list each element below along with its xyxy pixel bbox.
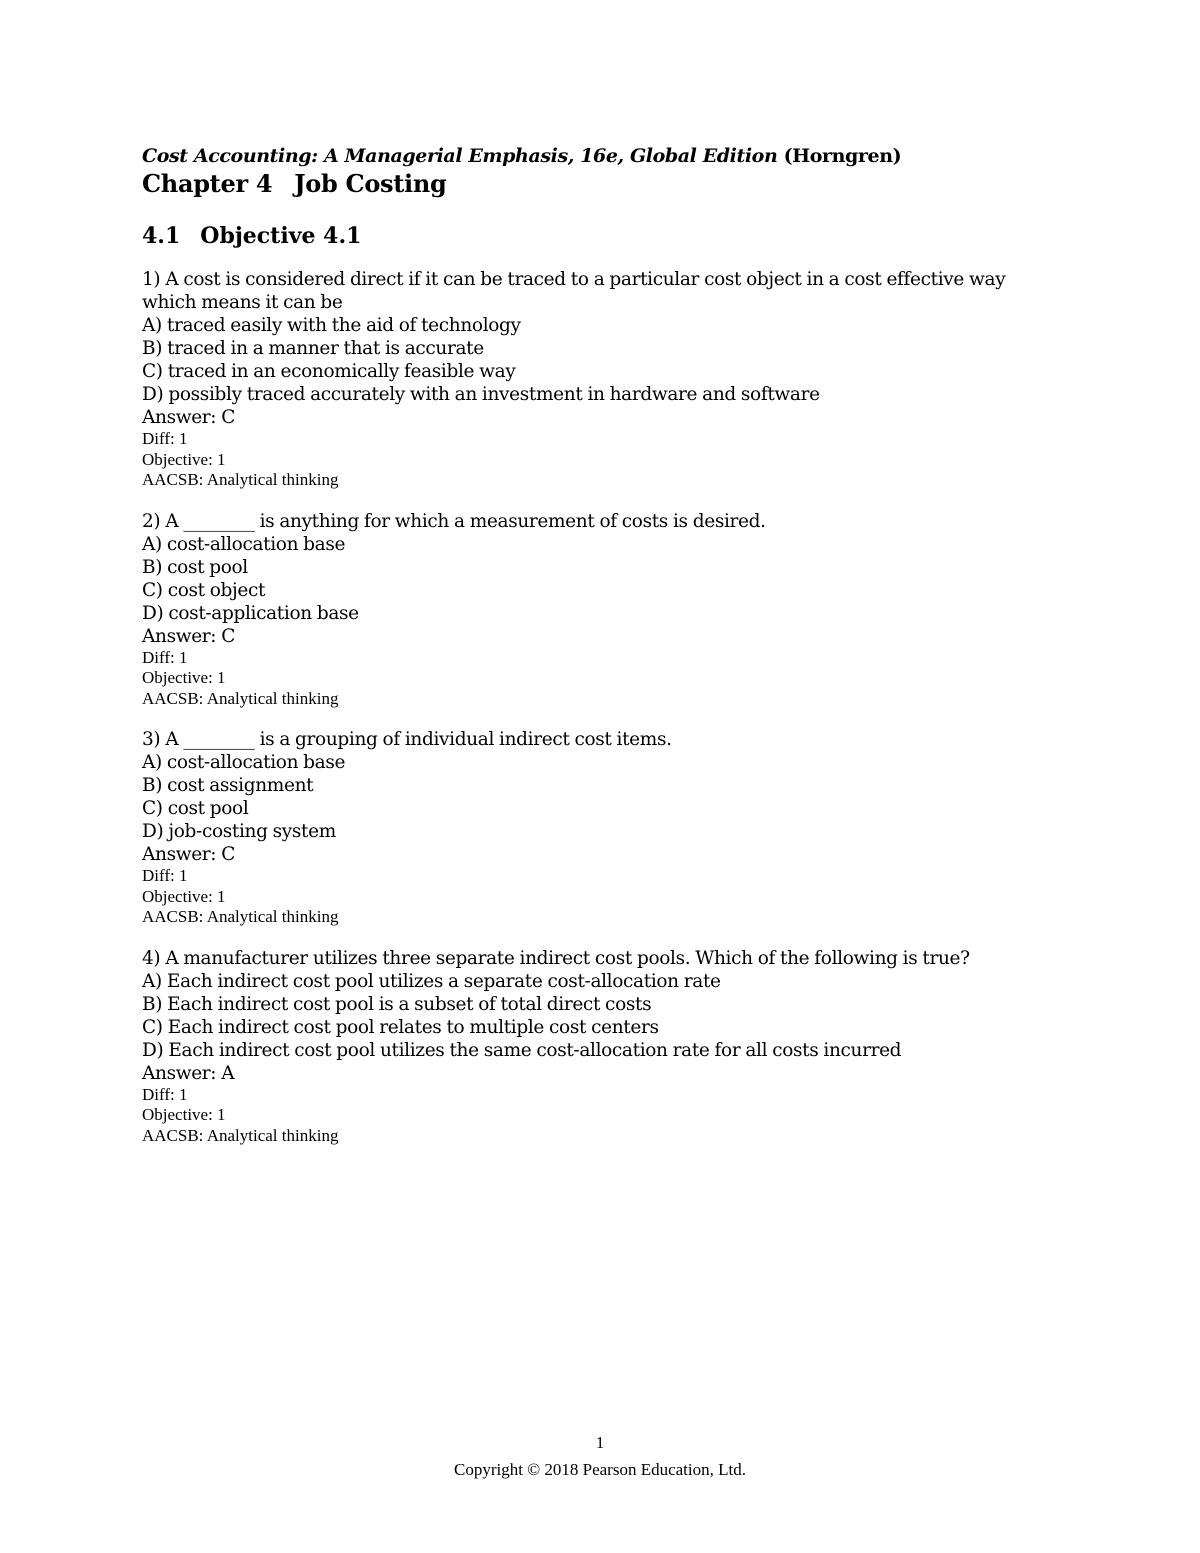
answer-option: C) traced in an economically feasible way bbox=[142, 361, 516, 382]
question-item bbox=[142, 510, 1042, 710]
correct-answer: Answer: A bbox=[142, 1062, 235, 1084]
book-author: (Horngren) bbox=[777, 145, 902, 167]
question-text: 1) A cost is considered direct if it can be traced to a particular cost object in a cost effective way which means it can be bbox=[142, 269, 1006, 313]
chapter-heading bbox=[142, 169, 1042, 199]
aacsb-tag: AACSB: Analytical thinking bbox=[142, 688, 339, 708]
difficulty: Diff: 1 bbox=[142, 429, 188, 448]
document-page bbox=[142, 143, 1042, 1165]
book-citation bbox=[142, 143, 1042, 169]
answer-option: C) cost object bbox=[142, 579, 266, 601]
page-number: 1 bbox=[595, 1433, 605, 1452]
correct-answer: Answer: C bbox=[142, 407, 236, 428]
answer-option: A) cost-allocation base bbox=[142, 533, 346, 555]
answer-option: D) job-costing system bbox=[142, 821, 336, 842]
objective: Objective: 1 bbox=[142, 1105, 226, 1124]
section-title: Objective 4.1 bbox=[200, 223, 362, 249]
answer-option: D) Each indirect cost pool utilizes the same cost-allocation rate for all costs incurred bbox=[142, 1039, 902, 1061]
answer-option: B) Each indirect cost pool is a subset of total direct costs bbox=[142, 993, 652, 1015]
chapter-number: Chapter 4 bbox=[142, 169, 273, 198]
difficulty: Diff: 1 bbox=[142, 866, 188, 885]
answer-option: C) cost pool bbox=[142, 798, 249, 819]
aacsb-tag: AACSB: Analytical thinking bbox=[142, 1125, 339, 1145]
aacsb-tag: AACSB: Analytical thinking bbox=[142, 907, 339, 926]
difficulty: Diff: 1 bbox=[142, 647, 188, 667]
question-text: 3) A ________ is a grouping of individual indirect cost items. bbox=[142, 729, 672, 750]
book-title: Cost Accounting: A Managerial Emphasis, 16e, Global Edition bbox=[142, 145, 778, 167]
objective: Objective: 1 bbox=[142, 449, 226, 469]
answer-option: D) cost-application base bbox=[142, 602, 359, 624]
chapter-title: Job Costing bbox=[294, 169, 447, 198]
answer-option: A) traced easily with the aid of technology bbox=[142, 315, 521, 336]
answer-option: A) cost-allocation base bbox=[142, 752, 346, 773]
section-number: 4.1 bbox=[142, 223, 181, 249]
answer-option: A) Each indirect cost pool utilizes a separate cost-allocation rate bbox=[142, 970, 721, 992]
objective: Objective: 1 bbox=[142, 668, 226, 687]
answer-option: B) traced in a manner that is accurate bbox=[142, 338, 484, 359]
question-text: 4) A manufacturer utilizes three separate indirect cost pools. Which of the following is true? bbox=[142, 947, 970, 969]
question-list bbox=[142, 268, 1042, 1146]
question-item bbox=[142, 728, 1042, 928]
difficulty: Diff: 1 bbox=[142, 1084, 188, 1104]
section-heading bbox=[142, 221, 1042, 251]
question-text: 2) A ________ is anything for which a measurement of costs is desired. bbox=[142, 510, 766, 532]
question-item bbox=[142, 268, 1042, 491]
correct-answer: Answer: C bbox=[142, 625, 236, 647]
answer-option: B) cost assignment bbox=[142, 775, 314, 796]
answer-option: C) Each indirect cost pool relates to multiple cost centers bbox=[142, 1016, 659, 1038]
correct-answer: Answer: C bbox=[142, 844, 236, 865]
aacsb-tag: AACSB: Analytical thinking bbox=[142, 470, 339, 489]
copyright-notice: Copyright © 2018 Pearson Education, Ltd. bbox=[454, 1460, 746, 1479]
objective: Objective: 1 bbox=[142, 886, 226, 906]
answer-option: D) possibly traced accurately with an investment in hardware and software bbox=[142, 384, 820, 405]
question-item bbox=[142, 947, 1042, 1147]
answer-option: B) cost pool bbox=[142, 556, 248, 578]
